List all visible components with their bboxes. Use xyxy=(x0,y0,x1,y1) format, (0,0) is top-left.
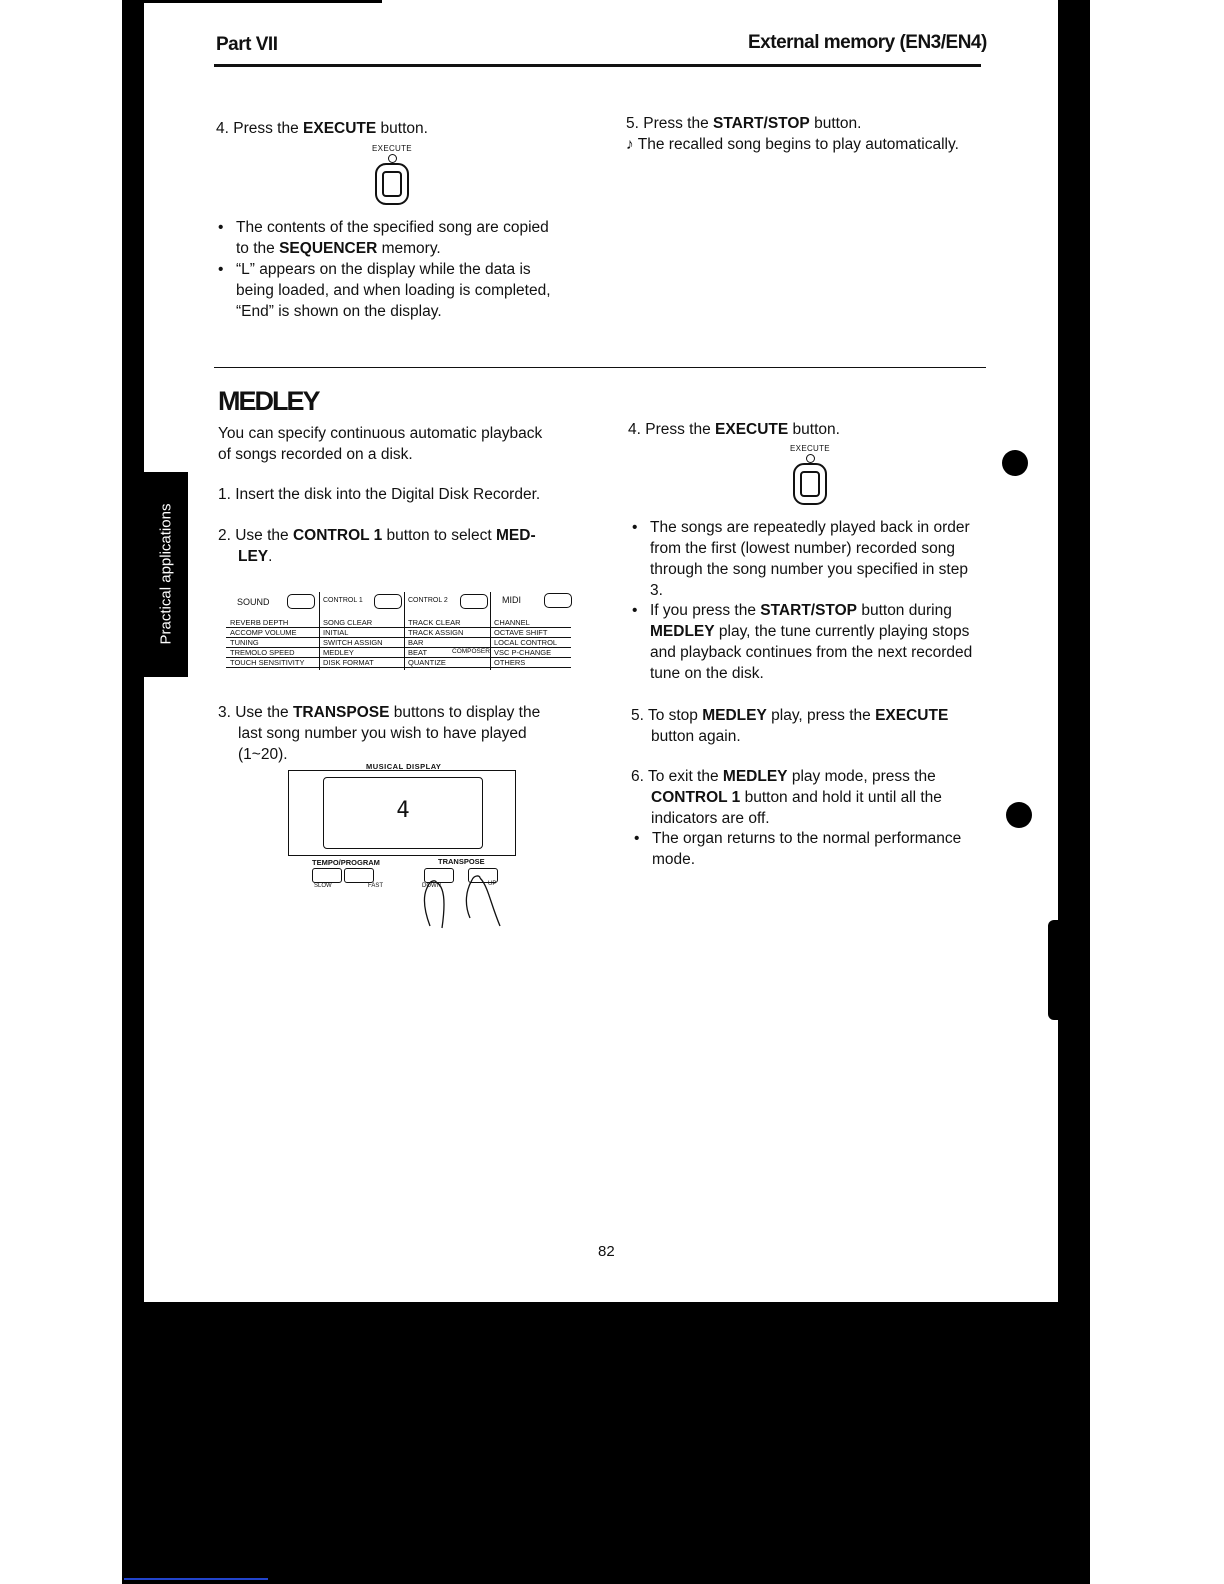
display-value: 4 xyxy=(396,798,410,823)
top-step-5: 5. Press the START/STOP button. xyxy=(626,115,862,132)
panel-item: BEAT xyxy=(408,648,428,657)
execute-label: EXECUTE xyxy=(372,144,412,153)
panel-header-control2: CONTROL 2 xyxy=(408,597,448,604)
execute-led-icon xyxy=(806,454,815,463)
top-note: ♪ The recalled song begins to play automatically. xyxy=(626,136,959,153)
panel-divider xyxy=(404,592,405,670)
panel-item: VSC P-CHANGE xyxy=(494,648,552,657)
page-number: 82 xyxy=(598,1243,615,1260)
margin-dot-icon xyxy=(1006,802,1032,828)
medley-bullet-2: • If you press the START/STOP button during MEDLEY play, the tune currently playing stops and playback continues from the next recorded tune on the disk. xyxy=(632,602,973,682)
execute-button-illustration-2 xyxy=(780,444,840,505)
panel-header-midi: MIDI xyxy=(502,595,521,605)
panel-item: SONG CLEAR xyxy=(323,618,373,627)
margin-dot-icon xyxy=(1002,450,1028,476)
panel-item: OTHERS xyxy=(494,658,526,667)
medley-step-1: 1. Insert the disk into the Digital Disk Recorder. xyxy=(218,486,541,503)
header-rule xyxy=(214,64,981,67)
medley-bullet-3: • The organ returns to the normal performance mode. xyxy=(634,830,962,868)
hand-pressing-icon xyxy=(418,872,508,930)
page-edge-shadow xyxy=(1048,920,1062,1020)
musical-display-label: MUSICAL DISPLAY xyxy=(366,762,442,771)
medley-step-2: 2. Use the CONTROL 1 button to select MED- LEY. xyxy=(218,527,536,565)
panel-item: CHANNEL xyxy=(494,618,530,627)
medley-bullet-1: • The songs are repeatedly played back in order from the first (lowest number) recorded song through the song number you specified in step 3. xyxy=(632,519,970,599)
right-margin xyxy=(1090,0,1224,1584)
section-title: MEDLEY xyxy=(218,386,319,416)
panel-divider xyxy=(319,592,320,670)
display-window xyxy=(323,777,483,849)
control1-button-icon xyxy=(374,594,402,609)
musical-display xyxy=(288,770,516,856)
panel-row-line xyxy=(226,667,571,668)
top-step-4: 4. Press the EXECUTE button. xyxy=(216,120,428,137)
left-margin xyxy=(0,0,124,1584)
execute-led-icon xyxy=(388,154,397,163)
scan-edge-bottom xyxy=(122,1302,1090,1584)
panel-item: INITIAL xyxy=(323,628,349,637)
scan-edge-top xyxy=(140,0,382,3)
tempo-program-label: TEMPO/PROGRAM xyxy=(312,858,380,867)
transpose-label: TRANSPOSE xyxy=(438,857,485,866)
execute-button-icon xyxy=(375,163,409,205)
panel-item: TUNING xyxy=(230,638,259,647)
panel-item: QUANTIZE xyxy=(408,658,446,667)
panel-item: REVERB DEPTH xyxy=(230,618,289,627)
panel-item: ACCOMP VOLUME xyxy=(230,628,297,637)
execute-label: EXECUTE xyxy=(790,444,830,453)
medley-step-3: 3. Use the TRANSPOSE buttons to display the last song number you wish to have played (1~20). xyxy=(218,704,541,763)
section-rule xyxy=(214,367,986,368)
medley-step-6: 6. To exit the MEDLEY play mode, press the CONTROL 1 button and hold it until all the indicators are off. xyxy=(631,768,942,827)
panel-item-composer: COMPOSER xyxy=(452,648,490,655)
execute-button-icon xyxy=(793,463,827,505)
panel-item: TOUCH SENSITIVITY xyxy=(230,658,305,667)
selection-line xyxy=(124,1578,268,1580)
panel-item: SWITCH ASSIGN xyxy=(323,638,383,647)
control-panel-diagram xyxy=(226,587,576,671)
sound-button-icon xyxy=(287,594,315,609)
control2-button-icon xyxy=(460,594,488,609)
panel-item-medley: MEDLEY xyxy=(323,648,354,657)
top-bullet-1: • The contents of the specified song are copied to the SEQUENCER memory. xyxy=(218,219,549,257)
medley-right-step-4: 4. Press the EXECUTE button. xyxy=(628,421,840,438)
panel-divider xyxy=(490,592,491,670)
panel-header-control1: CONTROL 1 xyxy=(323,597,363,604)
panel-item: TRACK CLEAR xyxy=(408,618,461,627)
down-label: DOWN xyxy=(422,883,441,889)
medley-intro: You can specify continuous automatic playback of songs recorded on a disk. xyxy=(218,425,543,463)
execute-button-illustration xyxy=(362,144,422,205)
panel-item: OCTAVE SHIFT xyxy=(494,628,548,637)
panel-item: TREMOLO SPEED xyxy=(230,648,295,657)
part-heading: Part VII xyxy=(216,34,278,55)
note-icon: ♪ xyxy=(626,136,634,153)
panel-header-sound: SOUND xyxy=(237,597,270,607)
panel-item: DISK FORMAT xyxy=(323,658,374,667)
tempo-slow-button-icon xyxy=(312,868,342,883)
top-bullet-2: • “L” appears on the display while the data is being loaded, and when loading is completed, “End” is shown on the display. xyxy=(218,261,551,320)
page-title: External memory (EN3/EN4) xyxy=(748,32,987,53)
midi-button-icon xyxy=(544,593,572,608)
slow-label: SLOW xyxy=(314,883,332,889)
panel-item: TRACK ASSIGN xyxy=(408,628,464,637)
side-tab: Practical applications xyxy=(144,472,188,677)
fast-label: FAST xyxy=(368,883,384,889)
up-label: UP xyxy=(488,881,497,887)
tempo-fast-button-icon xyxy=(344,868,374,883)
panel-item: BAR xyxy=(408,638,424,647)
medley-step-5: 5. To stop MEDLEY play, press the EXECUTE button again. xyxy=(631,707,949,745)
panel-item: LOCAL CONTROL xyxy=(494,638,558,647)
